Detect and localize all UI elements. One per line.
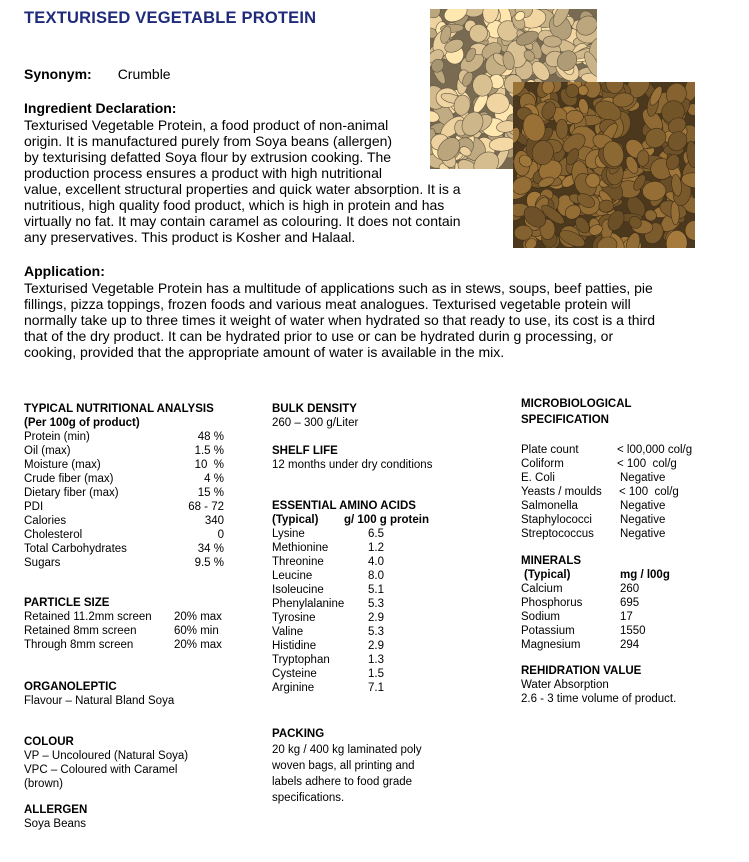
packing-heading: PACKING: [272, 728, 325, 740]
colour-heading: COLOUR: [24, 736, 74, 748]
micro-heading-block: [521, 396, 736, 428]
amino-typical-label: (Typical): [272, 514, 319, 526]
particle-size-heading: PARTICLE SIZE: [24, 597, 110, 609]
nutrient-value: 0: [217, 529, 224, 541]
amino-name: Lysine: [272, 528, 305, 540]
micro-name: Yeasts / moulds: [521, 486, 602, 498]
micro-row: [521, 527, 741, 541]
colour-line: (brown): [24, 778, 63, 790]
amino-name: Valine: [272, 626, 304, 638]
mineral-name: Potassium: [521, 625, 575, 637]
mineral-row: [521, 610, 736, 624]
mineral-value: 260: [620, 583, 640, 595]
nutrition-heading: TYPICAL NUTRITIONAL ANALYSIS: [24, 403, 214, 415]
mineral-row: [521, 596, 736, 610]
synonym-row: [24, 66, 171, 82]
minerals-typical-label: (Typical): [524, 569, 571, 581]
organoleptic-text: Flavour – Natural Bland Soya: [24, 695, 175, 707]
nutrient-name: Oil (max): [24, 445, 71, 457]
amino-value: 5.3: [368, 626, 384, 638]
amino-row: [272, 569, 482, 583]
amino-value: 2.9: [368, 640, 384, 652]
packing-line: woven bags, all printing and: [272, 760, 415, 772]
mineral-name: Sodium: [521, 611, 560, 623]
micro-name: E. Coli: [521, 472, 555, 484]
particle-row: [24, 610, 239, 624]
application-line-5: cooking, provided that the appropriate amount of water is available in the mix.: [24, 344, 505, 360]
amino-value: 2.9: [368, 612, 384, 624]
packing-section: [272, 726, 482, 806]
page-title: TEXTURISED VEGETABLE PROTEIN: [24, 9, 317, 27]
micro-value: < 100 col/g: [617, 458, 677, 470]
amino-value: 6.5: [368, 528, 384, 540]
minerals-section: [521, 554, 736, 652]
micro-value: < l00,000 col/g: [617, 444, 693, 456]
allergen-section: [24, 803, 239, 831]
minerals-unit-label: mg / l00g: [620, 569, 670, 581]
micro-row: [521, 499, 741, 513]
amino-name: Arginine: [272, 682, 315, 694]
nutrition-row: [24, 458, 234, 472]
amino-name: Isoleucine: [272, 584, 324, 596]
nutrient-value: 48 %: [197, 431, 224, 443]
rehydration-line: Water Absorption: [521, 679, 609, 691]
mineral-row: [521, 638, 736, 652]
ingredient-heading: Ingredient Declaration:: [24, 100, 177, 116]
amino-acids-section: [272, 499, 482, 695]
colour-line: VP – Uncoloured (Natural Soya): [24, 750, 189, 762]
micro-row: [521, 457, 741, 471]
mineral-value: 294: [620, 639, 640, 651]
nutrition-row: [24, 486, 234, 500]
nutrient-value: 34 %: [197, 543, 224, 555]
application-line-3: normally take up to three times it weight of water when hydrated so that ready to use, its cost is a third: [24, 312, 656, 328]
amino-value: 1.5: [368, 668, 384, 680]
micro-value: Negative: [620, 500, 666, 512]
micro-value: < 100 col/g: [619, 486, 679, 498]
nutrient-name: Moisture (max): [24, 459, 101, 471]
bulk-density-heading: BULK DENSITY: [272, 403, 357, 415]
application-line-4: that of the dry product. It can be hydrated prior to use or can be hydrated durin g processing, or: [24, 328, 614, 344]
nutrient-value: 4 %: [204, 473, 224, 485]
synonym-label: Synonym:: [24, 66, 92, 82]
allergen-heading: ALLERGEN: [24, 804, 88, 816]
packing-line: labels adhere to food grade: [272, 776, 413, 788]
amino-row: [272, 625, 482, 639]
amino-name: Cysteine: [272, 668, 317, 680]
ingredient-line-4: production process ensures a product with high nutritional: [24, 165, 382, 181]
rehydration-heading: REHIDRATION VALUE: [521, 665, 642, 677]
ingredient-line-1: Texturised Vegetable Protein, a food product of non-animal: [24, 117, 389, 133]
nutrition-row: [24, 556, 234, 570]
amino-name: Phenylalanine: [272, 598, 345, 610]
rehydration-line: 2.6 - 3 time volume of product.: [521, 693, 677, 705]
ingredient-line-8: any preservatives. This product is Kosher and Halaal.: [24, 229, 356, 245]
coloured-tvp-image: [513, 82, 695, 248]
micro-row: [521, 443, 741, 457]
application-heading: Application:: [24, 263, 105, 279]
micro-subheading: SPECIFICATION: [521, 414, 609, 426]
mineral-name: Magnesium: [521, 639, 581, 651]
particle-row: [24, 624, 239, 638]
micro-name: Plate count: [521, 444, 579, 456]
amino-row: [272, 527, 482, 541]
allergen-text: Soya Beans: [24, 818, 87, 830]
shelf-life-heading: SHELF LIFE: [272, 445, 338, 457]
micro-name: Salmonella: [521, 500, 578, 512]
application-line-1: Texturised Vegetable Protein has a multitude of applications such as in stews, soups, beef patties, pie: [24, 280, 653, 296]
nutrient-value: 15 %: [197, 487, 224, 499]
particle-value: 20% max: [174, 639, 222, 651]
nutrient-name: Calories: [24, 515, 67, 527]
rehydration-section: [521, 664, 741, 706]
micro-name: Streptococcus: [521, 528, 594, 540]
bulk-density-text: 260 – 300 g/Liter: [272, 417, 359, 429]
particle-row: [24, 638, 239, 652]
amino-unit-label: g/ 100 g protein: [344, 514, 429, 526]
micro-section: [521, 443, 741, 541]
amino-value: 5.1: [368, 584, 384, 596]
amino-acids-heading: ESSENTIAL AMINO ACIDS: [272, 500, 416, 512]
ingredient-line-6: nutritious, high quality food product, which is high in protein and has: [24, 197, 445, 213]
nutrition-row: [24, 514, 234, 528]
mineral-name: Calcium: [521, 583, 563, 595]
shelf-life-text: 12 months under dry conditions: [272, 459, 433, 471]
nutrition-row: [24, 430, 234, 444]
mineral-value: 695: [620, 597, 640, 609]
particle-size-section: [24, 596, 239, 652]
nutrition-section: [24, 402, 234, 570]
organoleptic-section: [24, 680, 239, 708]
amino-value: 7.1: [368, 682, 384, 694]
nutrient-name: Crude fiber (max): [24, 473, 114, 485]
micro-heading: MICROBIOLOGICAL: [521, 398, 632, 410]
amino-row: [272, 639, 482, 653]
micro-value: Negative: [620, 472, 666, 484]
particle-value: 20% max: [174, 611, 222, 623]
colour-section: [24, 735, 239, 791]
amino-value: 8.0: [368, 570, 384, 582]
mineral-value: 1550: [620, 625, 646, 637]
amino-value: 5.3: [368, 598, 384, 610]
nutrient-value: 10 %: [194, 459, 224, 471]
amino-row: [272, 583, 482, 597]
nutrient-name: Cholesterol: [24, 529, 83, 541]
micro-row: [521, 485, 741, 499]
application-line-2: fillings, pizza toppings, frozen foods and various meat analogues. Texturised vegetable protein will: [24, 296, 631, 312]
amino-row: [272, 681, 482, 695]
micro-name: Coliform: [521, 458, 564, 470]
nutrient-name: Total Carbohydrates: [24, 543, 127, 555]
micro-value: Negative: [620, 528, 666, 540]
packing-line: specifications.: [272, 792, 345, 804]
nutrition-row: [24, 444, 234, 458]
nutrient-value: 9.5 %: [194, 557, 224, 569]
bulk-density-section: [272, 402, 482, 430]
minerals-heading: MINERALS: [521, 555, 582, 567]
amino-acids-subheading: [272, 513, 482, 527]
colour-line: VPC – Coloured with Caramel: [24, 764, 178, 776]
nutrient-value: 1.5 %: [194, 445, 224, 457]
mineral-name: Phosphorus: [521, 597, 583, 609]
nutrient-name: Dietary fiber (max): [24, 487, 119, 499]
amino-row: [272, 611, 482, 625]
amino-row: [272, 541, 482, 555]
synonym-value: Crumble: [117, 66, 171, 82]
micro-name: Staphylococci: [521, 514, 592, 526]
amino-name: Tyrosine: [272, 612, 316, 624]
micro-row: [521, 513, 741, 527]
particle-value: 60% min: [174, 625, 219, 637]
ingredient-line-2: origin. It is manufactured purely from Soya beans (allergen): [24, 133, 393, 149]
amino-row: [272, 597, 482, 611]
nutrient-name: PDI: [24, 501, 44, 513]
nutrient-name: Sugars: [24, 557, 61, 569]
micro-row: [521, 471, 741, 485]
shelf-life-section: [272, 444, 482, 472]
particle-name: Retained 11.2mm screen: [24, 611, 152, 623]
packing-line: 20 kg / 400 kg laminated poly: [272, 744, 422, 756]
particle-name: Retained 8mm screen: [24, 625, 137, 637]
ingredient-line-7: virtually no fat. It may contain caramel as colouring. It does not contain: [24, 213, 461, 229]
amino-value: 1.2: [368, 542, 384, 554]
particle-name: Through 8mm screen: [24, 639, 134, 651]
mineral-row: [521, 624, 736, 638]
nutrition-row: [24, 542, 234, 556]
nutrition-subheading: (Per 100g of product): [24, 417, 140, 429]
amino-name: Leucine: [272, 570, 313, 582]
amino-name: Tryptophan: [272, 654, 330, 666]
mineral-row: [521, 582, 736, 596]
nutrition-row: [24, 500, 234, 514]
minerals-subheading: [521, 568, 736, 582]
amino-row: [272, 555, 482, 569]
nutrient-name: Protein (min): [24, 431, 90, 443]
nutrition-row: [24, 528, 234, 542]
nutrient-value: 68 - 72: [188, 501, 224, 513]
nutrient-value: 340: [204, 515, 224, 527]
ingredient-line-5: value, excellent structural properties and quick water absorption. It is a: [24, 181, 461, 197]
amino-name: Histidine: [272, 640, 317, 652]
amino-value: 4.0: [368, 556, 384, 568]
ingredient-line-3: by texturising defatted Soya flour by extrusion cooking. The: [24, 149, 392, 165]
micro-value: Negative: [620, 514, 666, 526]
mineral-value: 17: [620, 611, 633, 623]
amino-value: 1.3: [368, 654, 384, 666]
organoleptic-heading: ORGANOLEPTIC: [24, 681, 117, 693]
amino-row: [272, 667, 482, 681]
amino-row: [272, 653, 482, 667]
nutrition-row: [24, 472, 234, 486]
amino-name: Threonine: [272, 556, 324, 568]
amino-name: Methionine: [272, 542, 329, 554]
